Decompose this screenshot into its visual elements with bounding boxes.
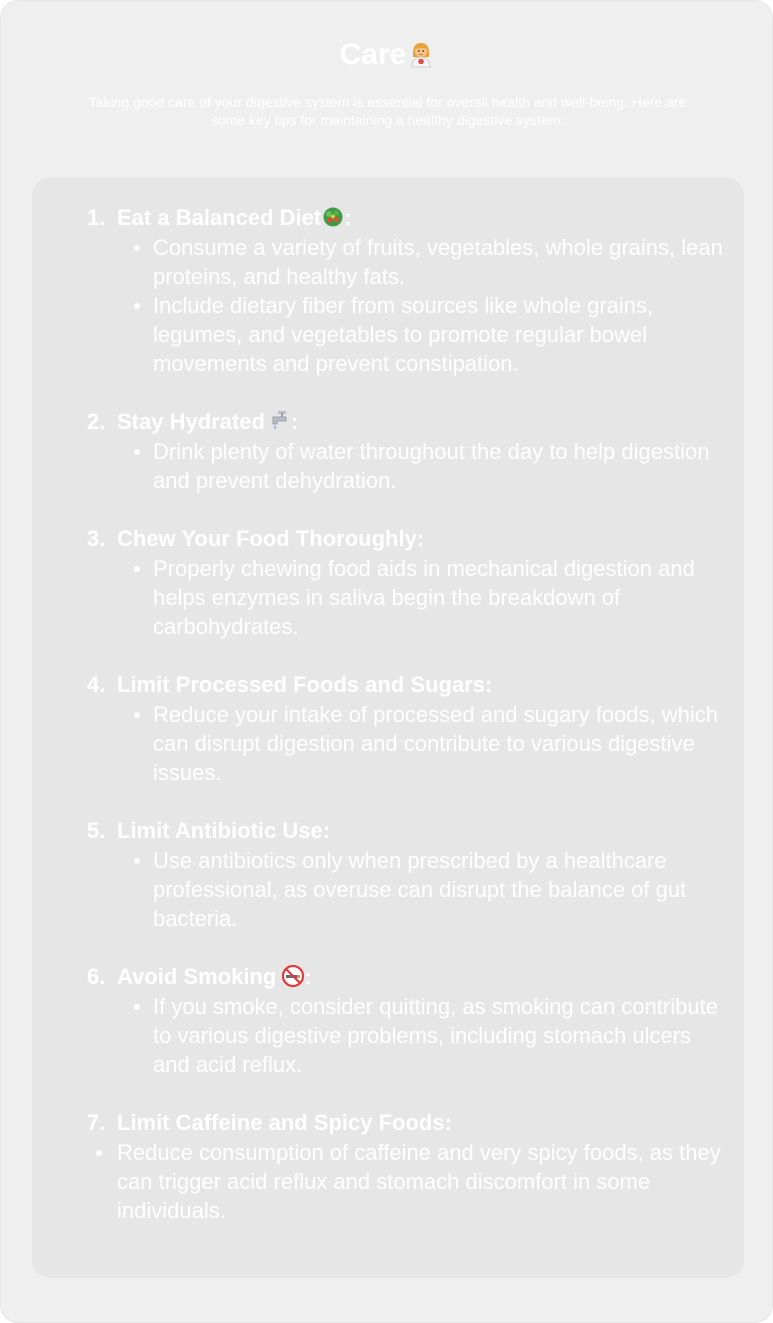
tip-item bbox=[32, 962, 744, 1079]
page-title bbox=[1, 35, 773, 75]
tip-bullet: Properly chewing food aids in mechanical digestion and helps enzymes in saliva begin the breakdown of carbohydrates. bbox=[32, 554, 744, 641]
tip-heading bbox=[32, 816, 744, 846]
tip-heading bbox=[32, 1108, 744, 1138]
tip-suffix: : bbox=[322, 818, 331, 843]
tip-bullet-list bbox=[32, 1138, 744, 1225]
tip-title-row bbox=[117, 524, 424, 554]
tip-title-row bbox=[117, 407, 298, 437]
tip-bullet: Reduce your intake of processed and sugary foods, which can disrupt digestion and contribute to various digestive issues. bbox=[32, 700, 744, 787]
tip-number: 6. bbox=[87, 964, 106, 989]
tip-title: Stay Hydrated bbox=[117, 409, 265, 434]
salad-emoji-icon bbox=[322, 206, 344, 228]
water-tap-emoji-icon bbox=[269, 410, 291, 432]
tip-bullet-list bbox=[32, 846, 744, 933]
tip-bullet: Use antibiotics only when prescribed by a healthcare professional, as overuse can disrupt the balance of gut bacteria. bbox=[32, 846, 744, 933]
tip-bullet: Reduce consumption of caffeine and very spicy foods, as they can trigger acid reflux and stomach discomfort in some individuals. bbox=[32, 1138, 744, 1225]
tip-title: Limit Antibiotic Use bbox=[117, 818, 323, 843]
tip-heading bbox=[32, 407, 744, 437]
tip-bullet: Include dietary fiber from sources like whole grains, legumes, and vegetables to promote regular bowel movements and prevent constipation. bbox=[32, 291, 744, 378]
tip-number: 1. bbox=[87, 205, 106, 230]
tip-title: Limit Processed Foods and Sugars bbox=[117, 672, 485, 697]
tip-number: 7. bbox=[87, 1110, 106, 1135]
tip-number: 2. bbox=[87, 409, 106, 434]
tip-number: 3. bbox=[87, 526, 106, 551]
tip-suffix: : bbox=[444, 1110, 452, 1135]
tips-panel bbox=[32, 177, 744, 1278]
tip-bullet-list bbox=[32, 700, 744, 787]
tip-title: Avoid Smoking bbox=[117, 964, 277, 989]
tip-title-row bbox=[117, 962, 312, 992]
tip-number: 4. bbox=[87, 672, 106, 697]
tip-title-row bbox=[117, 670, 492, 700]
tip-title-row bbox=[117, 1108, 452, 1138]
tip-suffix: : bbox=[304, 964, 312, 989]
no-smoking-emoji-icon bbox=[282, 965, 304, 987]
tip-title-row bbox=[117, 203, 352, 233]
tip-suffix: : bbox=[484, 672, 493, 697]
tip-bullet-list bbox=[32, 233, 744, 378]
tip-bullet-list bbox=[32, 992, 744, 1079]
tip-bullet: If you smoke, consider quitting, as smoking can contribute to various digestive problems, including stomach ulcers and acid reflux. bbox=[32, 992, 744, 1079]
tip-item bbox=[32, 524, 744, 641]
tip-title: Eat a Balanced Diet bbox=[117, 205, 322, 230]
tip-item bbox=[32, 203, 744, 378]
tip-heading bbox=[32, 524, 744, 554]
tips-list bbox=[32, 203, 744, 1254]
tip-bullet-list bbox=[32, 437, 744, 495]
tip-item bbox=[32, 1108, 744, 1225]
tip-title: Chew Your Food Thoroughly bbox=[117, 526, 417, 551]
tip-title-row bbox=[117, 816, 330, 846]
tip-suffix: : bbox=[416, 526, 425, 551]
health-worker-emoji-icon bbox=[407, 40, 435, 68]
tip-bullet: Drink plenty of water throughout the day to help digestion and prevent dehydration. bbox=[32, 437, 744, 495]
tip-title: Limit Caffeine and Spicy Foods bbox=[117, 1110, 445, 1135]
tip-bullet: Consume a variety of fruits, vegetables, whole grains, lean proteins, and healthy fats. bbox=[32, 233, 744, 291]
tip-number: 5. bbox=[87, 818, 106, 843]
tip-item bbox=[32, 670, 744, 787]
tip-heading bbox=[32, 962, 744, 992]
tip-suffix: : bbox=[290, 409, 299, 434]
tip-heading bbox=[32, 203, 744, 233]
tip-item bbox=[32, 407, 744, 495]
tip-heading bbox=[32, 670, 744, 700]
tip-item bbox=[32, 816, 744, 933]
tip-bullet-list bbox=[32, 554, 744, 641]
title-text: Care bbox=[339, 38, 407, 71]
tip-suffix: : bbox=[344, 205, 352, 230]
intro-text: Taking good care of your digestive system is essential for overall health and well-being. Here are some key tips for maintaining a healthy digestive system: bbox=[88, 94, 687, 128]
